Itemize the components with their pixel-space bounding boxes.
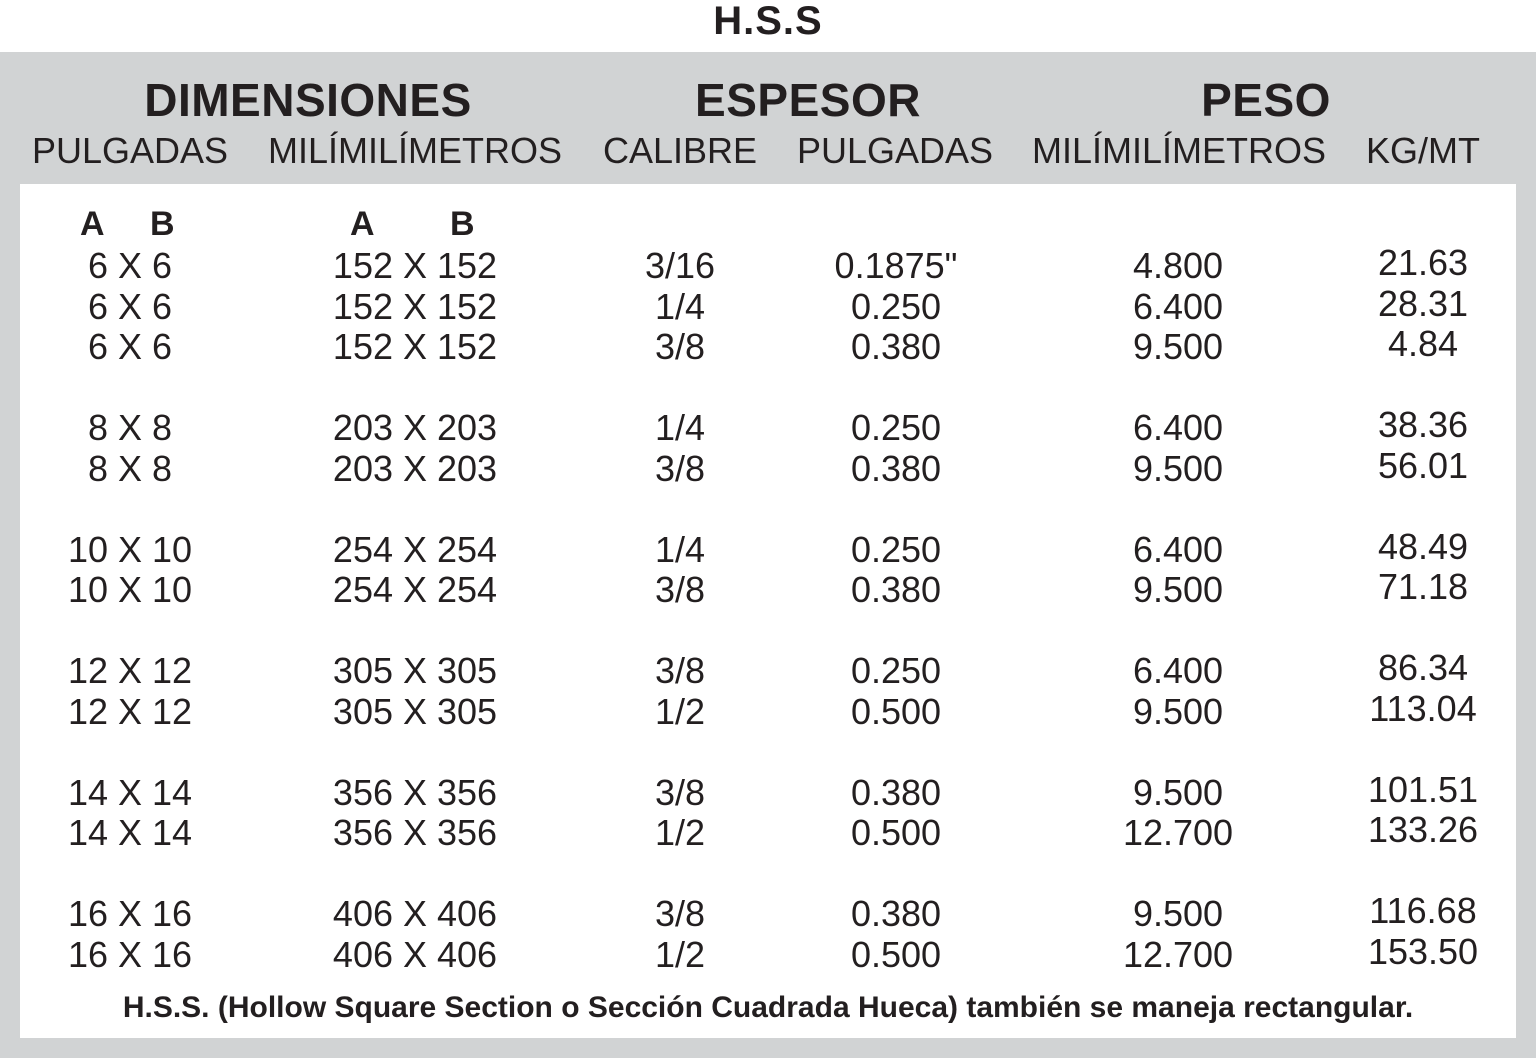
cell-dim-milimetros: 254 X 254: [332, 569, 498, 610]
cell-dim-milimetros: 203 X 203: [332, 407, 498, 448]
label-a-pulgadas: A: [80, 205, 105, 243]
cell-espesor-pulgadas: 0.380: [850, 893, 942, 934]
cell-peso-milimetros: 4.800: [1132, 245, 1224, 286]
page-title: H.S.S: [713, 0, 823, 43]
cell-calibre: 1/4: [654, 528, 706, 570]
col-header-milimetros-peso: MILÍMILÍMETROS: [1031, 130, 1327, 171]
cell-dim-pulgadas: 12 X 12: [67, 690, 193, 732]
cell-dim-pulgadas: 10 X 10: [67, 569, 193, 610]
cell-espesor-pulgadas: 0.380: [850, 447, 942, 489]
col-header-milimetros-dim: MILÍMILÍMETROS: [267, 130, 563, 171]
cell-dim-milimetros: 203 X 203: [332, 447, 498, 489]
cell-dim-pulgadas: 12 X 12: [67, 650, 193, 691]
cell-dim-pulgadas: 14 X 14: [67, 771, 193, 813]
cell-espesor-pulgadas: 0.250: [850, 650, 942, 691]
cell-dim-milimetros: 152 X 152: [332, 285, 498, 327]
cell-dim-pulgadas: 8 X 8: [87, 407, 173, 448]
cell-espesor-pulgadas: 0.380: [850, 326, 942, 367]
cell-kg-mt: 86.34: [1377, 647, 1469, 688]
cell-kg-mt: 48.49: [1377, 525, 1469, 567]
label-a-milimetros: A: [350, 205, 375, 243]
cell-dim-milimetros: 406 X 406: [332, 893, 498, 934]
cell-calibre: 3/8: [654, 326, 706, 367]
cell-kg-mt: 56.01: [1377, 444, 1469, 486]
cell-kg-mt: 113.04: [1369, 687, 1477, 729]
group-espesor: ESPESOR: [695, 74, 921, 126]
cell-calibre: 3/16: [644, 245, 716, 286]
cell-calibre: 1/4: [654, 407, 706, 448]
cell-dim-pulgadas: 6 X 6: [87, 245, 173, 286]
col-header-pulgadas-dim: PULGADAS: [31, 130, 229, 171]
cell-dim-milimetros: 152 X 152: [332, 245, 498, 286]
cell-peso-milimetros: 9.500: [1132, 447, 1224, 489]
cell-dim-milimetros: 356 X 356: [332, 812, 498, 853]
cell-peso-milimetros: 6.400: [1132, 650, 1224, 691]
cell-calibre: 3/8: [654, 650, 706, 691]
cell-kg-mt: 21.63: [1377, 242, 1469, 283]
cell-dim-pulgadas: 16 X 16: [67, 933, 193, 975]
col-header-calibre: CALIBRE: [602, 130, 758, 171]
cell-dim-pulgadas: 6 X 6: [87, 326, 173, 367]
cell-espesor-pulgadas: 0.380: [850, 569, 942, 610]
cell-peso-milimetros: 9.500: [1132, 326, 1224, 367]
cell-peso-milimetros: 9.500: [1132, 771, 1224, 813]
cell-calibre: 1/4: [654, 285, 706, 327]
group-dimensiones: DIMENSIONES: [144, 74, 472, 126]
cell-peso-milimetros: 6.400: [1132, 407, 1224, 448]
cell-calibre: 1/2: [654, 690, 706, 732]
cell-calibre: 3/8: [654, 771, 706, 813]
cell-peso-milimetros: 12.700: [1122, 933, 1234, 975]
cell-peso-milimetros: 9.500: [1132, 893, 1224, 934]
cell-dim-pulgadas: 6 X 6: [87, 285, 173, 327]
table-body: [20, 184, 1516, 1038]
group-peso: PESO: [1201, 74, 1331, 126]
label-b-pulgadas: B: [150, 205, 175, 243]
cell-calibre: 1/2: [654, 812, 706, 853]
cell-espesor-pulgadas: 0.500: [850, 933, 942, 975]
col-header-kgmt: KG/MT: [1366, 130, 1480, 171]
cell-calibre: 1/2: [654, 933, 706, 975]
cell-espesor-pulgadas: 0.1875": [834, 245, 958, 286]
cell-dim-milimetros: 305 X 305: [332, 690, 498, 732]
cell-espesor-pulgadas: 0.500: [850, 690, 942, 732]
cell-espesor-pulgadas: 0.500: [850, 812, 942, 853]
cell-kg-mt: 101.51: [1367, 768, 1479, 810]
cell-calibre: 3/8: [654, 447, 706, 489]
cell-dim-pulgadas: 14 X 14: [67, 812, 193, 853]
cell-espesor-pulgadas: 0.380: [850, 771, 942, 813]
cell-espesor-pulgadas: 0.250: [850, 285, 942, 327]
cell-dim-pulgadas: 8 X 8: [87, 447, 173, 489]
cell-kg-mt: 116.68: [1369, 890, 1477, 931]
cell-peso-milimetros: 9.500: [1132, 690, 1224, 732]
cell-espesor-pulgadas: 0.250: [850, 528, 942, 570]
footer-note: H.S.S. (Hollow Square Section o Sección Cuadrada Hueca) también se maneja rectangular.: [122, 991, 1414, 1024]
cell-dim-milimetros: 254 X 254: [332, 528, 498, 570]
table-header: [0, 52, 1536, 184]
cell-kg-mt: 28.31: [1377, 282, 1469, 324]
cell-kg-mt: 133.26: [1367, 809, 1479, 850]
label-b-milimetros: B: [450, 205, 475, 243]
cell-espesor-pulgadas: 0.250: [850, 407, 942, 448]
cell-peso-milimetros: 12.700: [1122, 812, 1234, 853]
cell-peso-milimetros: 9.500: [1132, 569, 1224, 610]
cell-dim-milimetros: 406 X 406: [332, 933, 498, 975]
cell-dim-pulgadas: 16 X 16: [67, 893, 193, 934]
cell-kg-mt: 38.36: [1377, 404, 1469, 445]
cell-kg-mt: 4.84: [1387, 323, 1459, 364]
cell-peso-milimetros: 6.400: [1132, 528, 1224, 570]
cell-calibre: 3/8: [654, 893, 706, 934]
cell-dim-milimetros: 356 X 356: [332, 771, 498, 813]
cell-calibre: 3/8: [654, 569, 706, 610]
cell-dim-milimetros: 152 X 152: [332, 326, 498, 367]
cell-peso-milimetros: 6.400: [1132, 285, 1224, 327]
cell-kg-mt: 153.50: [1367, 930, 1479, 972]
col-header-pulgadas-esp: PULGADAS: [796, 130, 994, 171]
cell-dim-pulgadas: 10 X 10: [67, 528, 193, 570]
cell-dim-milimetros: 305 X 305: [332, 650, 498, 691]
cell-kg-mt: 71.18: [1377, 566, 1469, 607]
